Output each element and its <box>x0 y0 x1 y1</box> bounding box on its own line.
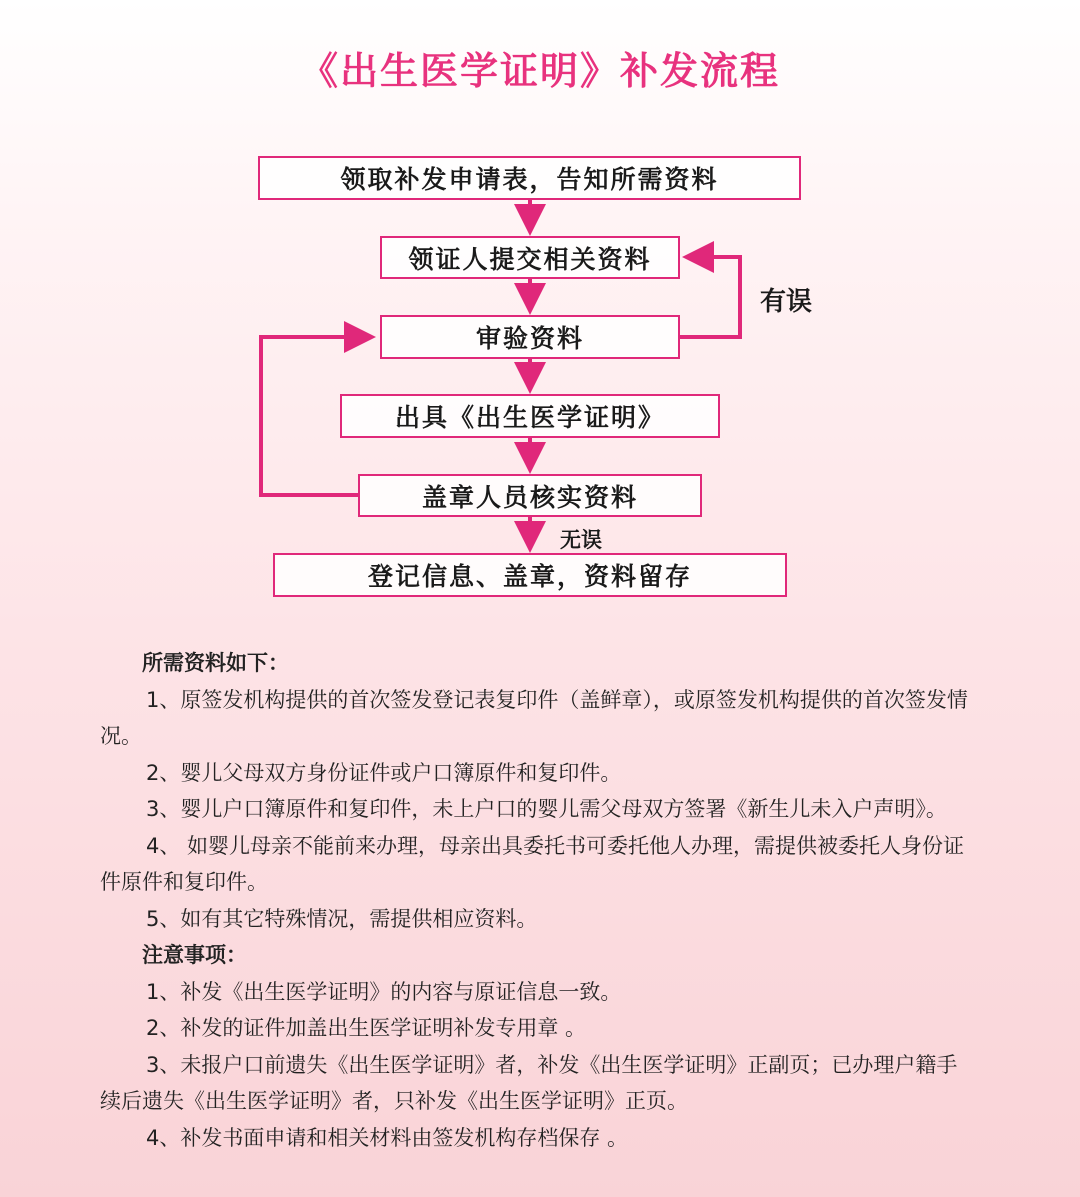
notes-item: 2、补发的证件加盖出生医学证明补发专用章 。 <box>146 1016 587 1040</box>
flow-step-issue: 出具《出生医学证明》 <box>340 394 720 438</box>
flow-step-review: 审验资料 <box>380 315 680 359</box>
ok-label: 无误 <box>560 528 602 552</box>
notes-heading: 注意事项： <box>142 943 247 967</box>
materials-item: 4、 如婴儿母亲不能前来办理，母亲出具委托书可委托他人办理，需提供被委托人身份证件原件和复印件。 <box>100 833 965 894</box>
flow-step-verify: 盖章人员核实资料 <box>358 474 702 517</box>
arrow-error-loop <box>679 257 740 337</box>
error-label: 有误 <box>760 287 813 317</box>
flow-step-submit: 领证人提交相关资料 <box>380 236 680 279</box>
flow-step-register: 登记信息、盖章，资料留存 <box>273 553 787 597</box>
materials-item: 1、原签发机构提供的首次签发登记表复印件（盖鲜章），或原签发机构提供的首次签发情况。 <box>100 687 968 748</box>
instructions-text <box>100 645 970 1156</box>
materials-heading: 所需资料如下： <box>142 651 289 675</box>
materials-item: 5、如有其它特殊情况，需提供相应资料。 <box>146 906 538 931</box>
notes-item: 4、补发书面申请和相关材料由签发机构存档保存 。 <box>146 1125 629 1150</box>
notes-item: 1、补发《出生医学证明》的内容与原证信息一致。 <box>146 979 622 1004</box>
page-title: 《出生医学证明》补发流程 <box>299 49 780 93</box>
flow-step-apply: 领取补发申请表，告知所需资料 <box>258 156 801 200</box>
materials-item: 3、婴儿户口簿原件和复印件，未上户口的婴儿需父母双方签署《新生儿未入户声明》。 <box>146 797 947 821</box>
materials-item: 2、婴儿父母双方身份证件或户口簿原件和复印件。 <box>146 760 622 785</box>
notes-item: 3、未报户口前遗失《出生医学证明》者，补发《出生医学证明》正副页；已办理户籍手续后遗失《出生医学证明》者，只补发《出生医学证明》正页。 <box>100 1052 958 1113</box>
